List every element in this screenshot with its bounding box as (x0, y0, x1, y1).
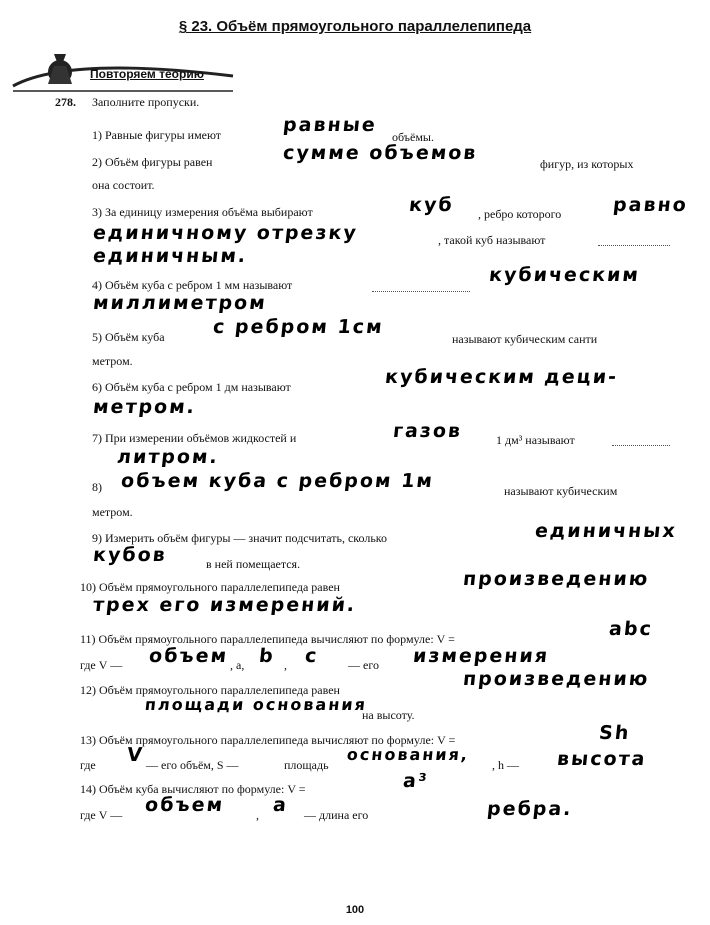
blank-line (612, 444, 670, 446)
item-10-text: 10) Объём прямоугольного параллелепипеда равен (80, 580, 340, 594)
item-9-text-end: в ней помещается. (206, 557, 301, 571)
page-title: § 23. Объём прямоугольного параллелепипеда (178, 18, 532, 35)
item-12-text-end: на высоту. (362, 708, 415, 722)
answer-14-a: a (272, 794, 290, 816)
section-heading: Повторяем теорию (90, 67, 204, 81)
item-8-text-end: метром. (92, 505, 133, 519)
item-7-text-cont: 1 дм³ называют (496, 433, 575, 447)
answer-14-volume: объем (144, 794, 226, 816)
blank-line (372, 290, 470, 292)
blank-line (598, 244, 670, 246)
item-8-text-cont: называют кубическим (504, 484, 618, 498)
answer-12a: произведению (462, 668, 651, 690)
item-7-text: 7) При измерении объёмов жидкостей и (92, 431, 297, 445)
answer-4b: миллиметром (92, 292, 268, 314)
item-11-text-its: — его (348, 658, 379, 672)
answer-6b: метром. (92, 396, 198, 418)
answer-14-edge: ребра. (486, 798, 574, 820)
item-1-text: 1) Равные фигуры имеют (92, 128, 222, 142)
item-11-text-comma: , (284, 658, 287, 672)
answer-1: равные (282, 114, 378, 136)
item-14-text-where: где V — (80, 808, 123, 822)
item-14-text-comma: , (256, 808, 259, 822)
answer-7b: литром. (116, 446, 220, 468)
task-text: Заполните пропуски. (92, 95, 200, 109)
item-5-text-end: метром. (92, 354, 133, 368)
answer-11-b: b (258, 645, 276, 667)
answer-10b: трех его измерений. (92, 594, 358, 616)
item-11-text-a: , a, (230, 658, 245, 672)
answer-11-c: c (304, 645, 320, 667)
item-2-text-end: она состоит. (92, 178, 155, 192)
answer-13-v: V (126, 744, 146, 766)
item-12-text: 12) Объём прямоугольного параллелепипеда равен (80, 683, 340, 697)
answer-13-base: основания, (346, 745, 471, 764)
item-3-text-cont2: , такой куб называют (438, 233, 546, 247)
answer-2: сумме объемов (282, 142, 479, 164)
item-5-text-cont: называют кубическим санти (452, 332, 598, 346)
answer-5: с ребром 1см (212, 316, 385, 338)
item-13-text: 13) Объём прямоугольного параллелепипеда вычисляют по формуле: V = (80, 733, 456, 747)
item-4-text: 4) Объём куба с ребром 1 мм называют (92, 278, 293, 292)
answer-3-segment: единичному отрезку (92, 222, 359, 244)
item-14-text-len: — длина его (304, 808, 369, 822)
answer-12b: площади основания (144, 695, 368, 714)
answer-3-edge: равно (612, 194, 689, 216)
item-1-text-end: объёмы. (392, 130, 434, 144)
answer-11-formula: abc (608, 618, 654, 640)
answer-10a: произведению (462, 568, 651, 590)
item-9-text: 9) Измерить объём фигуры — значит подсчитать, сколько (92, 531, 388, 545)
answer-3-name: единичным. (92, 245, 249, 267)
item-13-text-vol: — его объём, S — (146, 758, 239, 772)
task-number: 278. (55, 95, 76, 109)
item-13-text-where: где (80, 758, 96, 772)
item-11-text-where: где V — (80, 658, 123, 672)
answer-11-dimensions: измерения (412, 645, 551, 667)
item-2-text-cont: фигур, из которых (540, 157, 634, 171)
item-13-text-h: , h — (492, 758, 519, 772)
answer-11-volume: объем (148, 645, 230, 667)
page-number: 100 (345, 904, 365, 916)
answer-3-unit: куб (408, 194, 455, 216)
item-8-text: 8) (92, 480, 102, 494)
answer-13-formula: Sh (598, 722, 632, 744)
answer-13-height: высота (556, 748, 648, 770)
answer-6a: кубическим деци- (384, 366, 620, 388)
item-5-text: 5) Объём куба (92, 330, 165, 344)
item-14-text: 14) Объём куба вычисляют по формуле: V = (80, 782, 306, 796)
answer-9a: единичных (534, 520, 678, 542)
item-3-text-cont: , ребро которого (478, 207, 562, 221)
answer-4a: кубическим (488, 264, 642, 286)
item-13-text-area: площадь (284, 758, 329, 772)
item-2-text: 2) Объём фигуры равен (92, 155, 213, 169)
item-6-text: 6) Объём куба с ребром 1 дм называют (92, 380, 291, 394)
answer-14-formula: a³ (402, 770, 430, 792)
answer-9b: кубов (92, 544, 168, 566)
item-3-text: 3) За единицу измерения объёма выбирают (92, 205, 313, 219)
answer-7a: газов (392, 420, 464, 442)
answer-8: объем куба с ребром 1м (120, 470, 436, 492)
item-11-text: 11) Объём прямоугольного параллелепипеда вычисляют по формуле: V = (80, 632, 455, 646)
